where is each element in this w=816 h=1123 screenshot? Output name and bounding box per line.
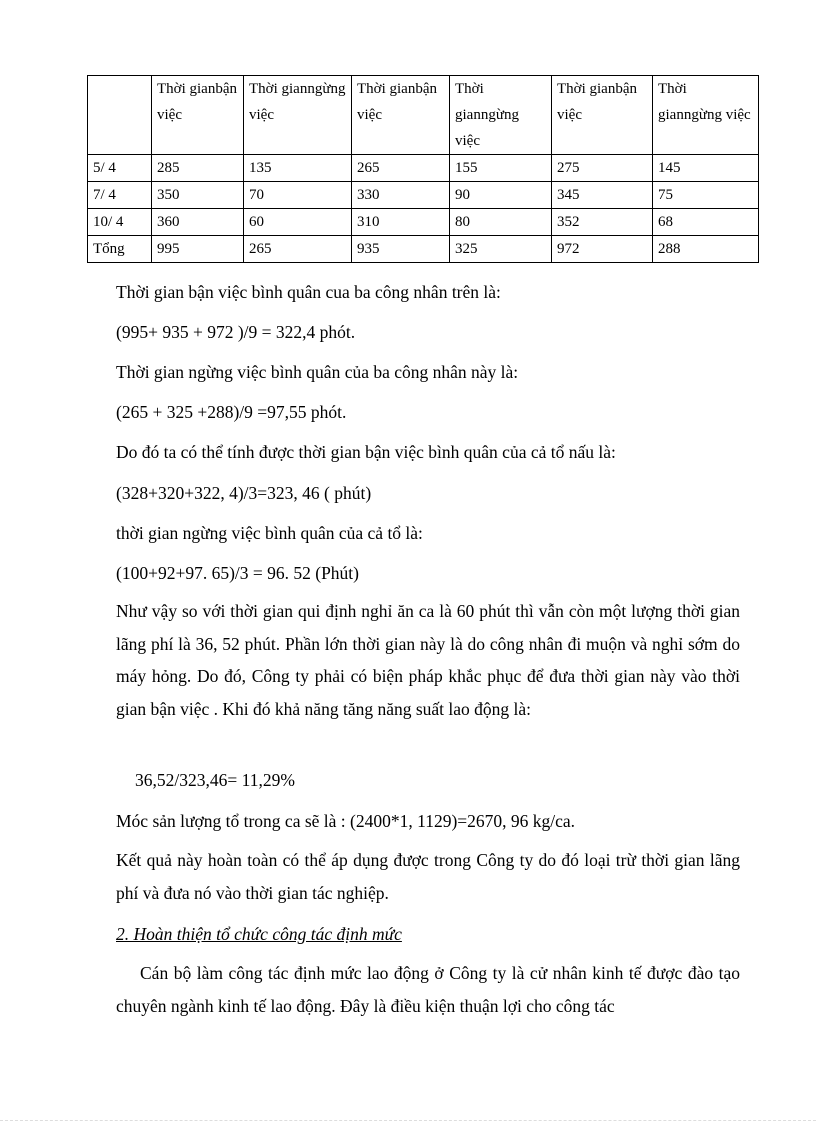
paragraph: Kết quả này hoàn toàn có thể áp dụng được trong Công ty do đó loại trừ thời gian lãng phí và đưa nó vào thời gian tác nghiệp. <box>116 850 740 903</box>
table-total-row <box>88 236 759 263</box>
header-cell: Thời gianbận việc <box>552 76 653 155</box>
table-cell: 972 <box>552 236 653 263</box>
table-cell: 7/ 4 <box>88 182 152 209</box>
table-row <box>88 155 759 182</box>
table-cell: 352 <box>552 209 653 236</box>
section-heading: 2. Hoàn thiện tổ chức công tác định mức <box>116 924 402 944</box>
table-cell: 995 <box>152 236 244 263</box>
table-cell: 155 <box>450 155 552 182</box>
table-cell: 265 <box>352 155 450 182</box>
header-cell: Thời gianngừng việc <box>450 76 552 155</box>
paragraph: Thời gian ngừng việc bình quân của ba công nhân này là: <box>116 362 519 382</box>
table-cell: 285 <box>152 155 244 182</box>
formula: (328+320+322, 4)/3=323, 46 ( phút) <box>116 483 372 503</box>
table-cell: 345 <box>552 182 653 209</box>
formula: (100+92+97. 65)/3 = 96. 52 (Phút) <box>116 563 360 583</box>
table-header-row <box>88 76 759 155</box>
paragraph: Thời gian bận việc bình quân cua ba công nhân trên là: <box>116 282 501 302</box>
formula: (265 + 325 +288)/9 =97,55 phót. <box>116 402 347 422</box>
table-cell: 70 <box>244 182 352 209</box>
table-cell: 350 <box>152 182 244 209</box>
formula: (995+ 935 + 972 )/9 = 322,4 phót. <box>116 322 356 342</box>
work-time-table <box>87 75 759 263</box>
paragraph: Móc sản lượng tổ trong ca sẽ là : (2400*1, 1129)=2670, 96 kg/ca. <box>116 811 576 831</box>
table-cell: 325 <box>450 236 552 263</box>
paragraph: Như vậy so với thời gian qui định nghỉ ăn ca là 60 phút thì vẫn còn một lượng thời gian lãng phí là 36, 52 phút. Phần lớn thời gian này là do công nhân đi muộn và nghỉ sớm do máy hỏng. Do đó, Công ty phải có biện pháp khắc phục để đưa thời gian này vào thời gian bận việc . Khi đó khả năng tăng năng suất lao động là: <box>116 601 740 719</box>
header-cell: Thời gianbận việc <box>352 76 450 155</box>
header-cell: Thời gianbận việc <box>152 76 244 155</box>
paragraph: Cán bộ làm công tác định mức lao động ở Công ty là cử nhân kinh tế được đào tạo chuyên ngành kinh tế lao động. Đây là điều kiện thuận lợi cho công tác <box>116 963 740 1016</box>
table-cell: 90 <box>450 182 552 209</box>
table-cell: 310 <box>352 209 450 236</box>
table-cell: 5/ 4 <box>88 155 152 182</box>
table-cell: 265 <box>244 236 352 263</box>
table-row <box>88 182 759 209</box>
table-cell: 10/ 4 <box>88 209 152 236</box>
table-cell: Tổng <box>88 236 152 263</box>
formula: 36,52/323,46= 11,29% <box>135 770 295 790</box>
paragraph: Do đó ta có thể tính được thời gian bận việc bình quân của cả tổ nấu là: <box>116 442 616 462</box>
page-edge <box>0 1120 816 1121</box>
table-cell: 80 <box>450 209 552 236</box>
table-cell: 135 <box>244 155 352 182</box>
table-cell: 288 <box>653 236 759 263</box>
table-cell: 145 <box>653 155 759 182</box>
header-cell: Thời gianngừng việc <box>653 76 759 155</box>
table-cell: 275 <box>552 155 653 182</box>
header-cell-blank <box>88 76 152 155</box>
table-row <box>88 209 759 236</box>
table-cell: 75 <box>653 182 759 209</box>
header-cell: Thời gianngừng việc <box>244 76 352 155</box>
table-cell: 330 <box>352 182 450 209</box>
paragraph: thời gian ngừng việc bình quân của cả tổ là: <box>116 523 423 543</box>
table-cell: 68 <box>653 209 759 236</box>
table-cell: 360 <box>152 209 244 236</box>
table-cell: 935 <box>352 236 450 263</box>
table-cell: 60 <box>244 209 352 236</box>
